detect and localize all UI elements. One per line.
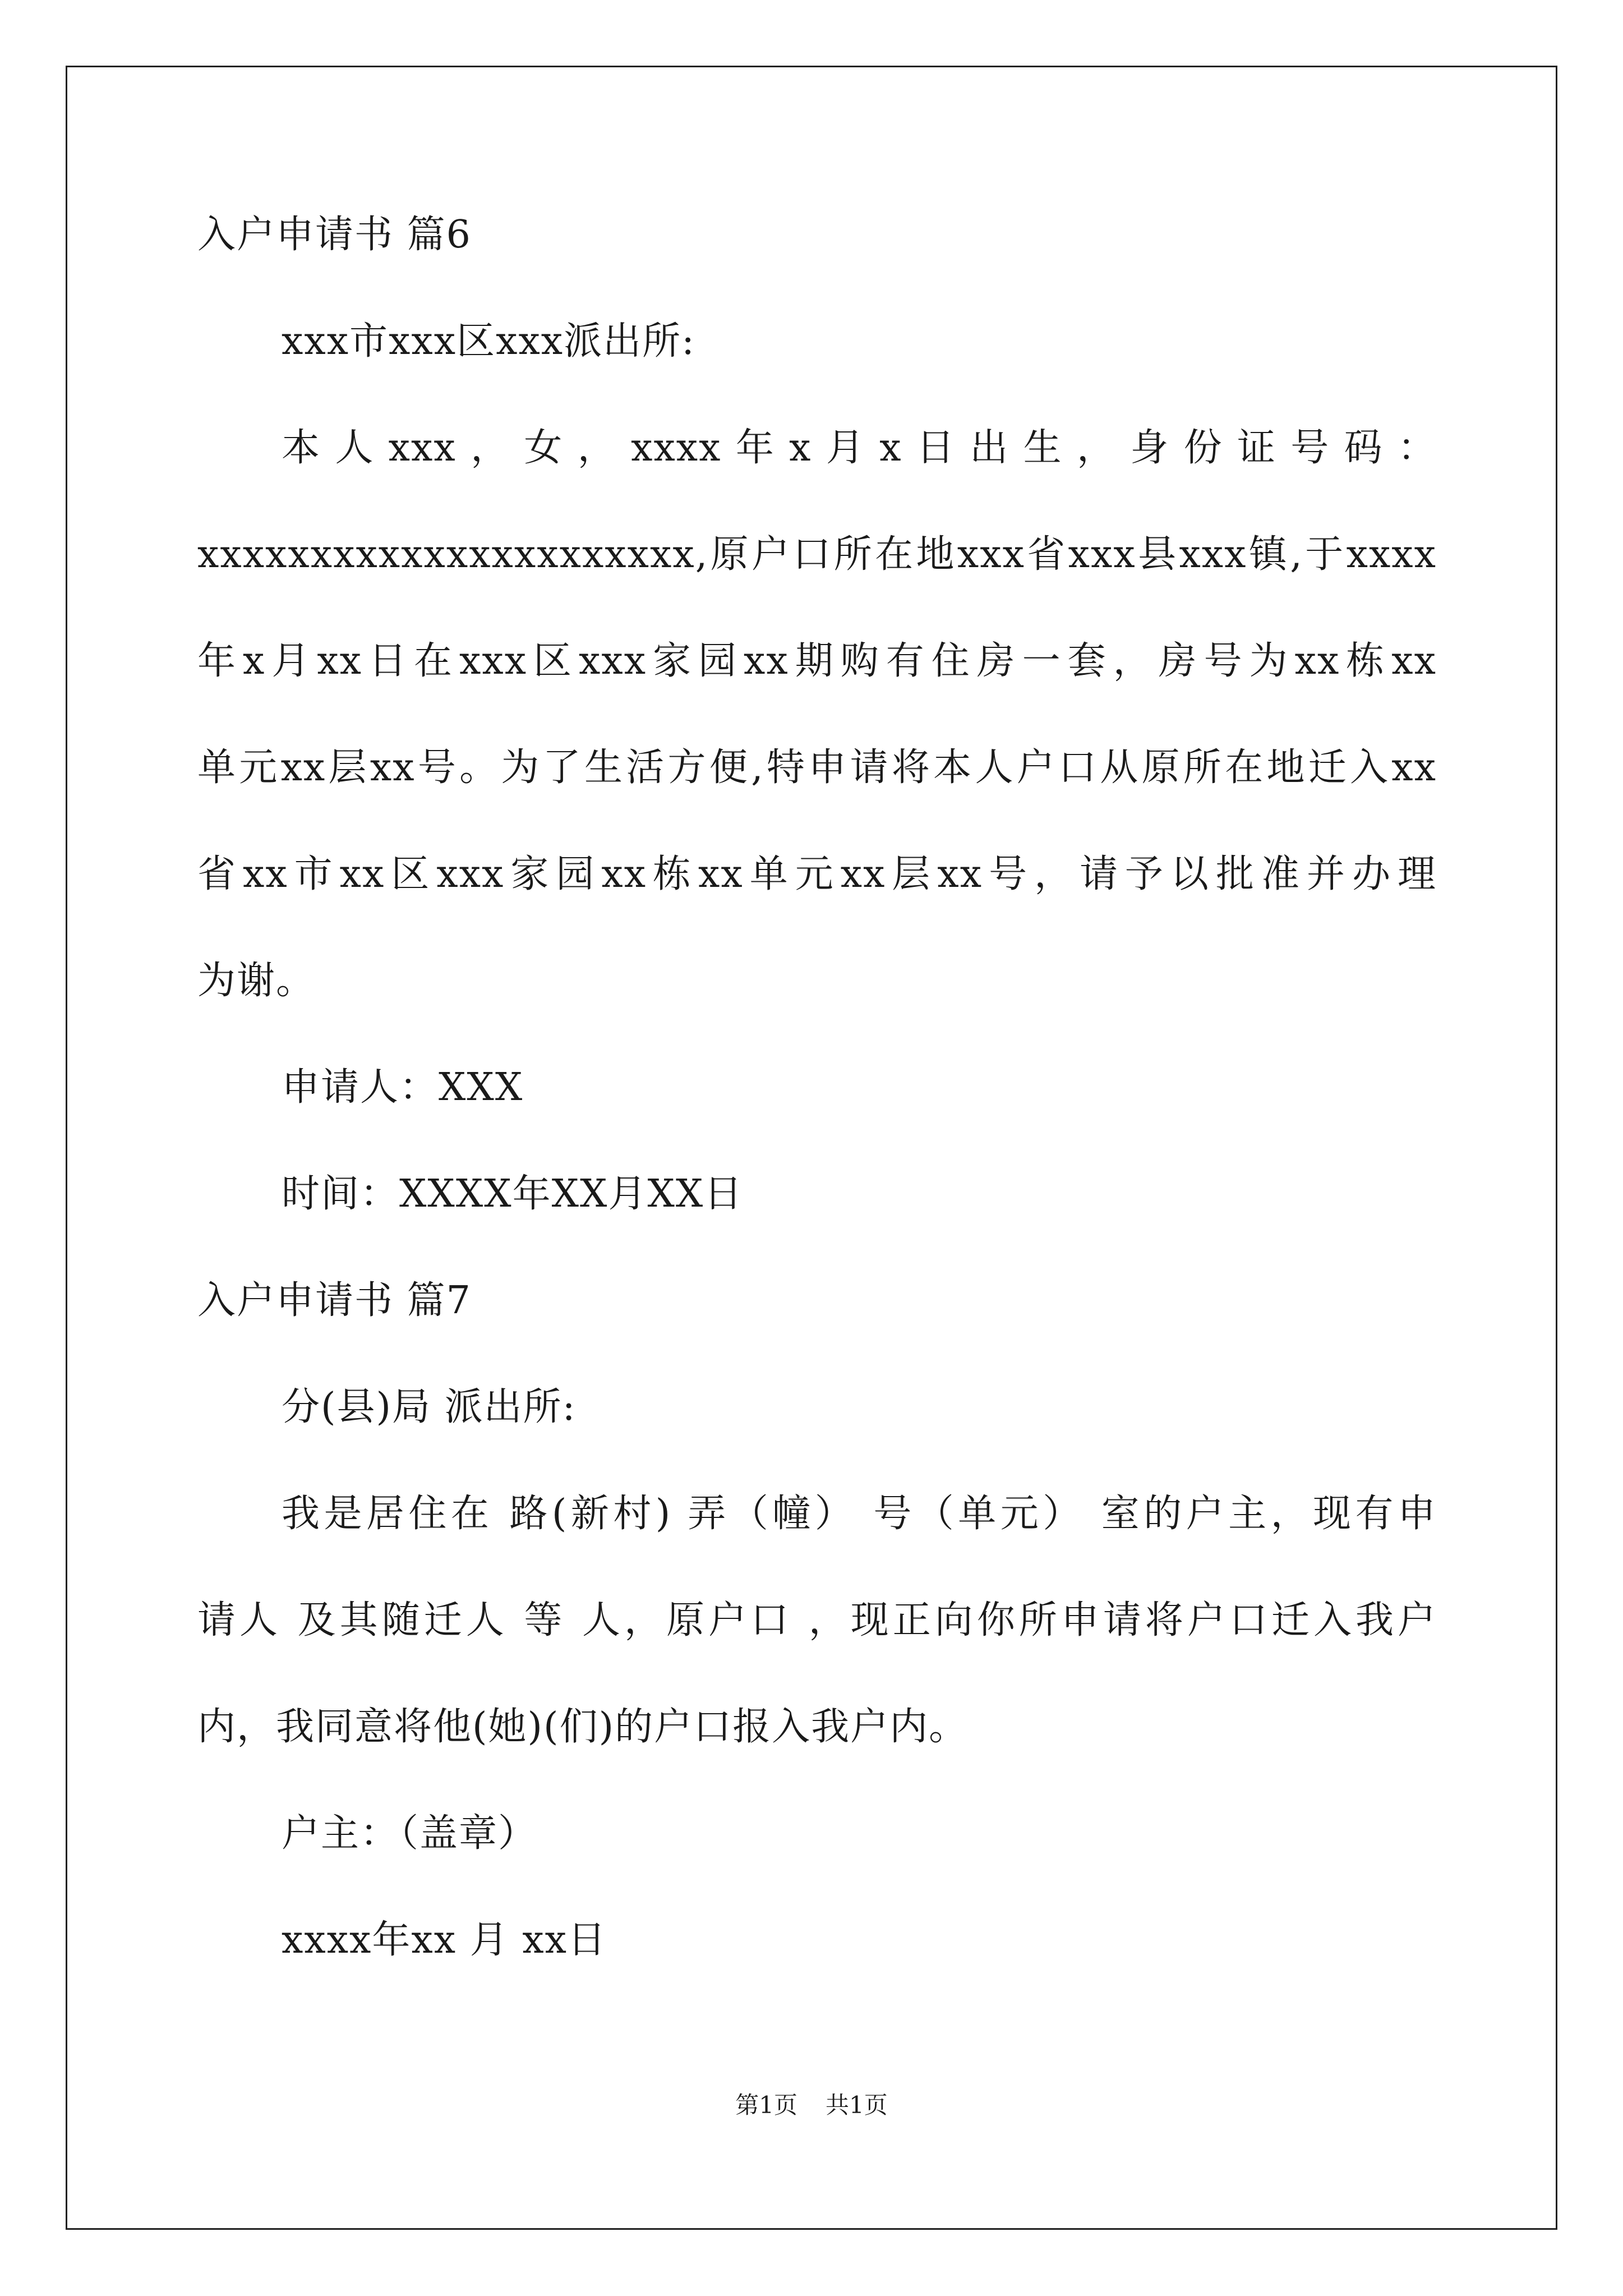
body-line: 我是居住在 路(新村) 弄（幢） 号（单元） 室的户主，现有申 <box>282 1492 1437 1536</box>
body-line: 本人xxx，女，xxxx年x月x日出生，身份证号码： <box>282 426 1437 470</box>
date-line: 时间：XXXX年XX月XX日 <box>282 1172 744 1216</box>
body-line: 内，我同意将他(她)(们)的户口报入我户内。 <box>197 1705 969 1749</box>
householder-line: 户主：（盖章） <box>282 1811 538 1856</box>
body-line: 单元xx层xx号。为了生活方便,特申请将本人户口从原所在地迁入xx <box>197 746 1437 790</box>
section-title: 入户申请书 篇7 <box>197 1278 472 1323</box>
body-line: 年x月xx日在xxx区xxx家园xx期购有住房一套，房号为xx栋xx <box>197 639 1437 683</box>
body-line: 请人 及其随迁人 等 人，原户口 ，现正向你所申请将户口迁入我户 <box>197 1598 1437 1642</box>
body-line: 省xx市xx区xxx家园xx栋xx单元xx层xx号，请予以批准并办理 <box>197 852 1437 896</box>
salutation: xxx市xxx区xxx派出所: <box>282 319 696 364</box>
page-number: 第1页 <box>735 2091 797 2119</box>
total-pages: 共1页 <box>826 2091 888 2119</box>
body-line: 为谢。 <box>197 959 316 1003</box>
page-border <box>66 66 1557 2230</box>
body-line: xxxxxxxxxxxxxxxxxxxxxx,原户口所在地xxx省xxx县xxx镇,于xxxx <box>197 532 1437 577</box>
date-line: xxxx年xx 月 xx日 <box>282 1918 607 1962</box>
salutation: 分(县)局 派出所: <box>282 1385 577 1429</box>
section-title: 入户申请书 篇6 <box>197 213 472 257</box>
page-footer <box>0 2093 1623 2117</box>
applicant-line: 申请人：XXX <box>282 1065 524 1110</box>
